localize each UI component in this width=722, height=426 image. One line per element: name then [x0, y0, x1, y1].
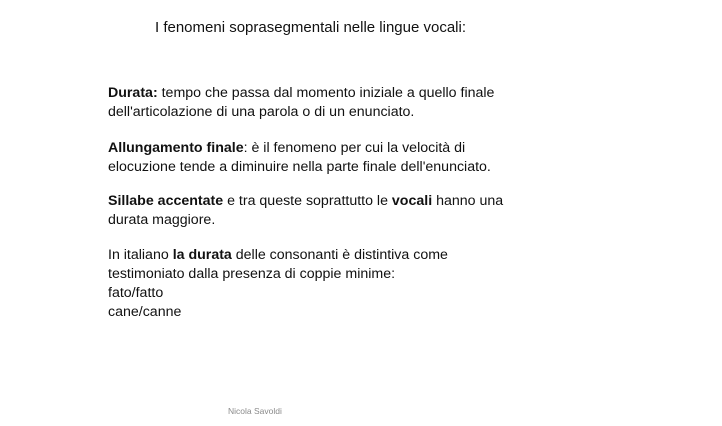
paragraph-italiano	[108, 246, 448, 322]
definition-text: tempo che passa dal momento iniziale a quello finale	[157, 85, 495, 101]
paragraph-line: elocuzione tende a diminuire nella parte finale dell'enunciato.	[108, 159, 491, 175]
paragraph-line: testimoniato dalla presenza di coppie minime:	[108, 266, 396, 282]
paragraph-line	[108, 192, 503, 211]
paragraph-line: durata maggiore.	[108, 212, 216, 228]
term-durata: Durata:	[108, 85, 158, 101]
definition-text: : è il fenomeno per cui la velocità di	[243, 140, 466, 156]
minimal-pair-example: fato/fatto	[108, 285, 164, 301]
minimal-pair-example: cane/canne	[108, 304, 182, 320]
paragraph-allungamento	[108, 139, 491, 177]
paragraph-line	[108, 139, 491, 158]
intro-text: In italiano	[108, 247, 173, 263]
paragraph-sillabe	[108, 192, 503, 230]
term-la-durata: la durata	[172, 247, 232, 263]
term-sillabe-accentate: Sillabe accentate	[108, 193, 224, 209]
paragraph-line	[108, 84, 494, 103]
term-allungamento-finale: Allungamento finale	[108, 140, 244, 156]
definition-text: e tra queste soprattutto le	[223, 193, 392, 209]
author-footer: Nicola Savoldi	[228, 406, 282, 416]
definition-text: hanno una	[432, 193, 504, 209]
paragraph-durata	[108, 84, 494, 122]
term-vocali: vocali	[391, 193, 433, 209]
paragraph-line: dell'articolazione di una parola o di un enunciato.	[108, 104, 415, 120]
slide-title: I fenomeni soprasegmentali nelle lingue vocali:	[155, 19, 467, 36]
paragraph-line	[108, 246, 448, 265]
definition-text: delle consonanti è distintiva come	[231, 247, 448, 263]
